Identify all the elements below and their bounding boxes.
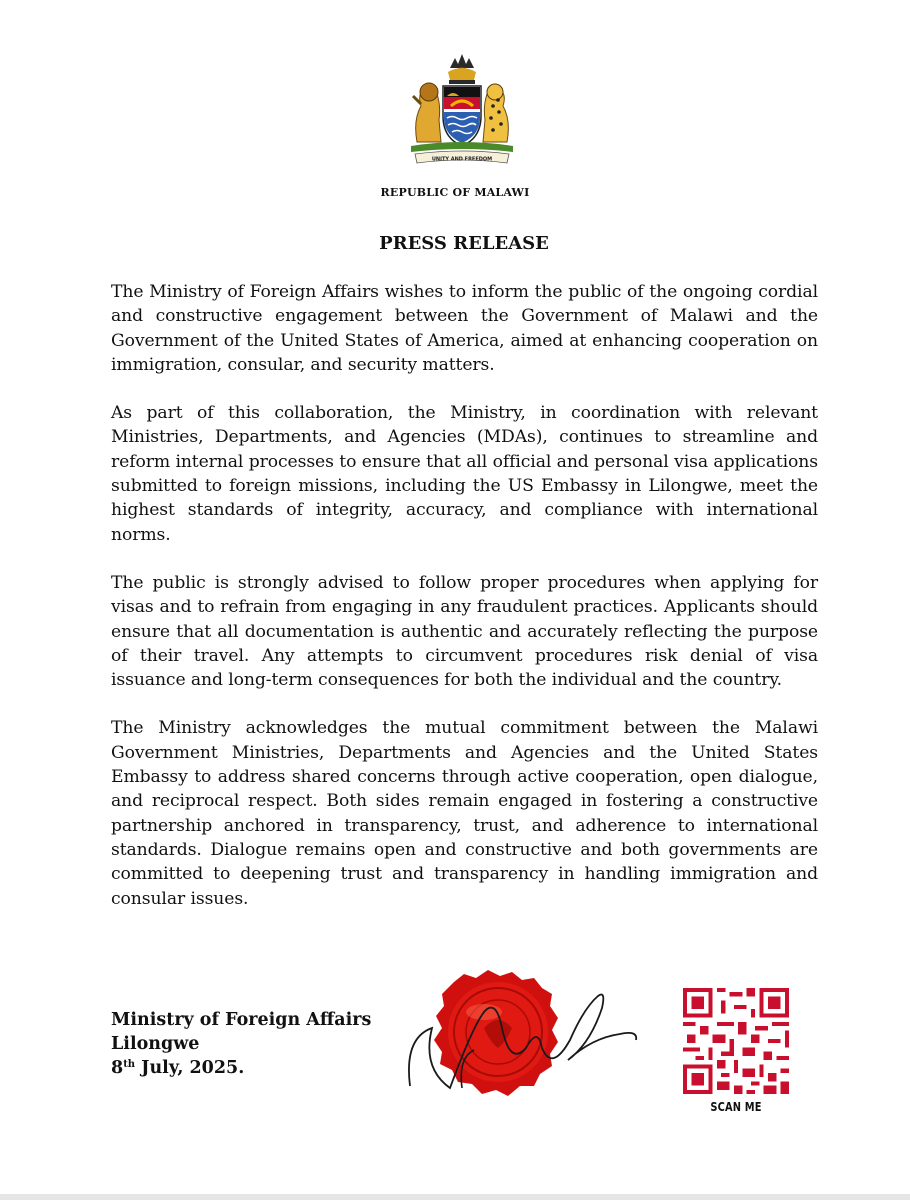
- date-rest: July, 2025.: [135, 1058, 245, 1078]
- paragraph-2: As part of this collaboration, the Ministry, in coordination with relevant Ministries, Departments, and Agencies (MDAs), continues to streamline and reform internal processes to ensure that all official and personal visa applications submitted to foreign missions, including the US Embassy in Lilongwe, meet the highest standards of integrity, accuracy, and compliance with international norms.: [111, 403, 818, 545]
- paragraph-1: The Ministry of Foreign Affairs wishes to inform the public of the ongoing cordial and constructive engagement between the Government of Malawi and the Government of the United States of America, aimed at enhancing cooperation on immigration, consular, and security matters.: [111, 282, 818, 375]
- paragraph-3: The public is strongly advised to follow proper procedures when applying for visas and to refrain from engaging in any fraudulent practices. Applicants should ensure that all documentation is authentic and accurately reflecting the purpose of their travel. Any attempts to circumvent procedures risk denial of visa issuance and long-term consequences for both the individual and the country.: [111, 572, 818, 691]
- paragraph-4: The Ministry acknowledges the mutual commitment between the Malawi Government Ministries, Departments and Agencies and the United States Embassy to address shared concerns through active cooperation, open dialogue, and reciprocal respect. Both sides remain engaged in fostering a constructive partnership anchored in transparency, trust, and adherence to international standards. Dialogue remains open and constructive and both governments are committed to deepening trust and transparency in handling immigration and consular issues.: [111, 718, 818, 909]
- signoff-ministry: Ministry of Foreign Affairs: [111, 1010, 372, 1030]
- date-day: 8: [111, 1058, 124, 1078]
- signoff-city: Lilongwe: [111, 1034, 200, 1054]
- qr-code-icon[interactable]: [683, 988, 789, 1094]
- emblem-motto: UNITY AND FREEDOM: [431, 156, 493, 163]
- republic-heading: REPUBLIC OF MALAWI: [380, 186, 530, 199]
- page-title: PRESS RELEASE: [379, 233, 549, 254]
- signoff-date: [111, 1056, 371, 1080]
- scan-me-label: SCAN ME: [710, 1100, 762, 1114]
- official-seal-signature-icon: [392, 968, 642, 1108]
- signoff-block: [111, 1008, 371, 1080]
- page-bottom-edge: [0, 1194, 910, 1200]
- date-suffix: th: [123, 1059, 136, 1070]
- coat-of-arms-icon: [403, 50, 521, 168]
- press-release-body: [111, 280, 818, 935]
